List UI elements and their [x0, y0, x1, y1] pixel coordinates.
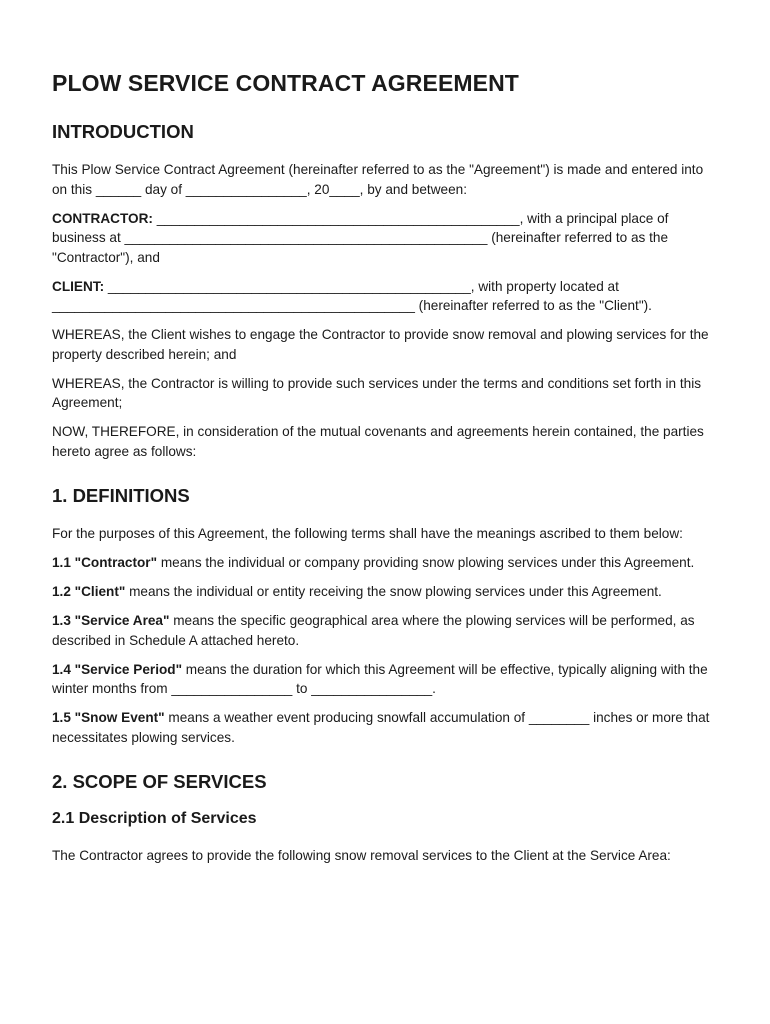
section-heading-scope: 2. SCOPE OF SERVICES: [52, 771, 267, 792]
definitions-lead: For the purposes of this Agreement, the following terms shall have the meanings ascribed to them below:: [52, 526, 683, 541]
subsection-heading-description: 2.1 Description of Services: [52, 810, 257, 827]
client-label: CLIENT:: [52, 278, 105, 294]
definition-text: means the individual or company providing snow plowing services under this Agreement.: [157, 555, 695, 570]
definition-text: means the duration for which this Agreement will be effective, typically aligning with the winter months from ________________ to ________________.: [52, 661, 708, 696]
contractor-paragraph: [52, 209, 720, 268]
definition-term: 1.2 "Client": [52, 584, 126, 599]
scope-paragraph: The Contractor agrees to provide the following snow removal services to the Client at the Service Area:: [52, 848, 671, 863]
contractor-text: ________________________________________________, with a principal place of business at ________________________________________________ (hereinafter referred to as the "Contractor"), and: [52, 210, 669, 265]
definition-term: 1.1 "Contractor": [52, 555, 158, 570]
contractor-label: CONTRACTOR:: [52, 210, 153, 226]
now-therefore-paragraph: NOW, THEREFORE, in consideration of the mutual covenants and agreements herein contained, the parties hereto agree as follows:: [52, 424, 704, 459]
whereas-paragraph-1: WHEREAS, the Client wishes to engage the Contractor to provide snow removal and plowing services for the property described herein; and: [52, 327, 709, 362]
definition-term: 1.5 "Snow Event": [52, 710, 165, 725]
client-text: ________________________________________________, with property located at ________________________________________________ (hereinafter referred to as the "Client").: [52, 278, 652, 313]
definition-text: means a weather event producing snowfall accumulation of ________ inches or more that necessitates plowing services.: [52, 710, 710, 745]
definition-text: means the individual or entity receiving the snow plowing services under this Agreement.: [125, 584, 662, 599]
definition-term: 1.3 "Service Area": [52, 613, 170, 628]
intro-paragraph: This Plow Service Contract Agreement (hereinafter referred to as the "Agreement") is made and entered into on this ______ day of ________________, 20____, by and between:: [52, 162, 704, 197]
definition-term: 1.4 "Service Period": [52, 661, 183, 677]
client-paragraph: [52, 277, 720, 316]
definition-text: means the specific geographical area where the plowing services will be performed, as described in Schedule A attached hereto.: [52, 613, 695, 648]
definition-item: [52, 582, 720, 602]
section-heading-definitions: 1. DEFINITIONS: [52, 485, 190, 506]
definition-item: [52, 708, 720, 747]
whereas-paragraph-2: WHEREAS, the Contractor is willing to provide such services under the terms and conditions set forth in this Agreement;: [52, 375, 702, 410]
definition-item: [52, 553, 720, 573]
document-title: PLOW SERVICE CONTRACT AGREEMENT: [52, 70, 519, 96]
definition-item: [52, 660, 720, 699]
section-heading-introduction: INTRODUCTION: [52, 121, 194, 142]
definition-item: [52, 611, 720, 650]
